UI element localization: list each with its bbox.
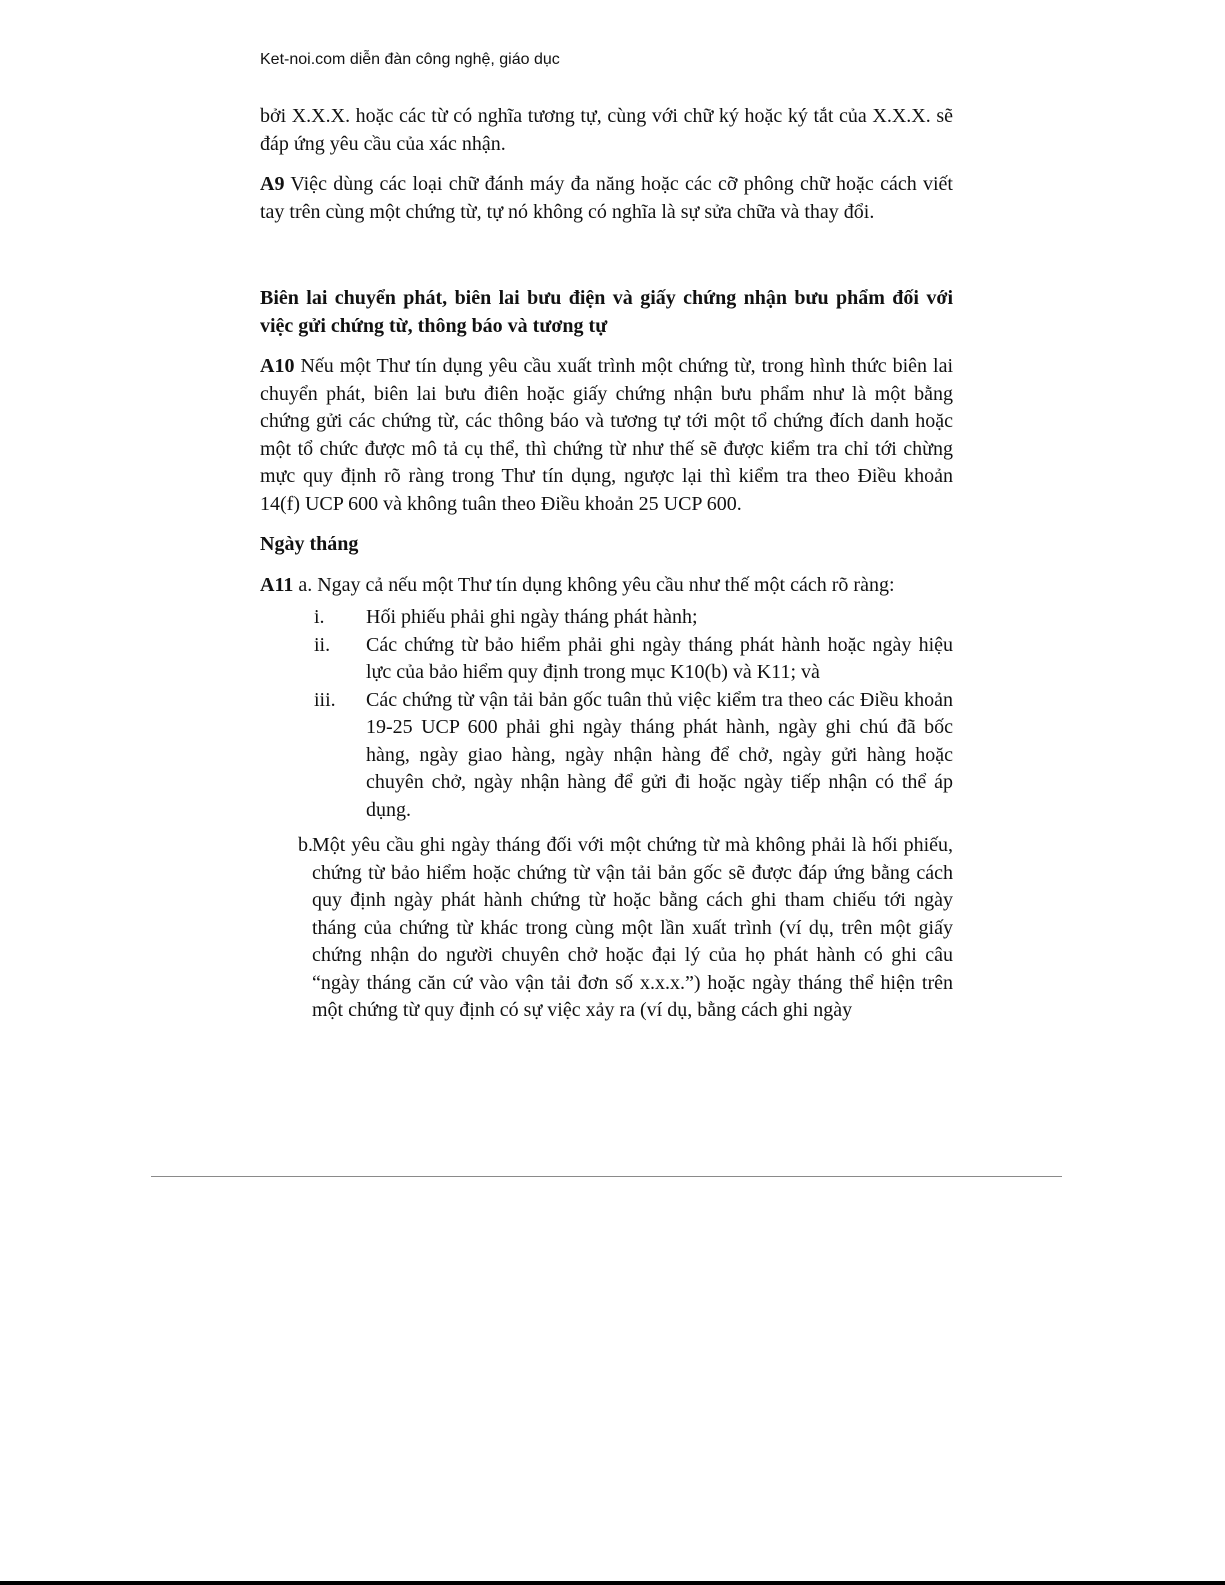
list-item: [260, 604, 953, 632]
paragraph-a8-continuation: bởi X.X.X. hoặc các từ có nghĩa tương tự, cùng với chữ ký hoặc ký tắt của X.X.X. sẽ đáp ứng yêu cầu của xác nhận.: [260, 105, 953, 155]
list-item: [260, 687, 953, 825]
list-item-text: Các chứng từ bảo hiểm phải ghi ngày tháng phát hành hoặc ngày hiệu lực của bảo hiểm quy định trong mục K10(b) và K11; và: [366, 633, 953, 683]
footer-divider: [151, 1176, 1062, 1177]
paragraph-label-a9: A9: [260, 173, 285, 195]
page-bottom-edge: [0, 1581, 1225, 1585]
list-marker: i.: [314, 606, 325, 628]
paragraph-a11-b: [298, 832, 953, 1025]
list-item-text: Các chứng từ vận tải bản gốc tuân thủ việc kiểm tra theo các Điều khoản 19-25 UCP 600 phải ghi ngày tháng phát hành, ngày ghi chú đã bốc hàng, ngày giao hàng, ngày nhận hàng để chở, ngày gửi hàng hoặc chuyên chở, ngày nhận hàng để gửi đi hoặc ngày tiếp nhận có thể áp dụng.: [366, 688, 953, 821]
list-marker: iii.: [314, 688, 336, 711]
paragraph-a10: [260, 353, 953, 518]
list-item-text: Hối phiếu phải ghi ngày tháng phát hành;: [366, 606, 698, 628]
paragraph-text-a11: a. Ngay cả nếu một Thư tín dụng không yêu cầu như thế một cách rõ ràng:: [293, 573, 895, 596]
paragraph-text-a10: Nếu một Thư tín dụng yêu cầu xuất trình một chứng từ, trong hình thức biên lai chuyển phát, biên lai bưu điên hoặc giấy chứng nhận bưu phẩm như là một bằng chứng gửi các chứng từ, các thông báo và tương tự tới một tổ chứng đích danh hoặc một tổ chức được mô tả cụ thể, thì chứng từ như thế sẽ được kiểm tra chỉ tới chừng mực quy định rõ ràng trong Thư tín dụng, ngược lại thì kiểm tra theo Điều khoản 14(f) UCP 600 và không tuân theo Điều khoản 25 UCP 600.: [260, 355, 953, 515]
paragraph-label-a11: A11: [260, 573, 294, 596]
page-header-site: Ket-noi.com diễn đàn công nghệ, giáo dục: [260, 51, 560, 68]
paragraph-b-text: Một yêu cầu ghi ngày tháng đối với một chứng từ mà không phải là hối phiếu, chứng từ bảo hiểm hoặc chứng từ vận tải bản gốc sẽ được đáp ứng bằng cách quy định ngày phát hành chứng từ hoặc bằng cách ghi tham chiếu tới ngày tháng của chứng từ khác trong cùng một lần xuất trình (ví dụ, trên một giấy chứng nhận do người chuyên chở hoặc đại lý của họ phát hành có ghi câu “ngày tháng căn cứ vào vận tải đơn số x.x.x.”) hoặc ngày tháng thể hiện trên một chứng từ quy định có sự việc xảy ra (ví dụ, bằng cách ghi ngày: [312, 834, 953, 1021]
paragraph-text-a9: Việc dùng các loại chữ đánh máy đa năng hoặc các cỡ phông chữ hoặc cách viết tay trên cùng một chứng từ, tự nó không có nghĩa là sự sửa chữa và thay đổi.: [260, 173, 953, 223]
section-heading: Biên lai chuyển phát, biên lai bưu điện và giấy chứng nhận bưu phẩm đối với việc gửi chứng từ, thông báo và tương tự: [260, 287, 953, 337]
a11-roman-list: [260, 604, 953, 824]
document-body: [260, 103, 953, 1025]
paragraph-a9: [260, 171, 953, 226]
paragraph-a11: [260, 572, 953, 600]
paragraph-label-a10: A10: [260, 355, 295, 377]
list-marker: ii.: [314, 633, 331, 656]
list-item: [260, 632, 953, 687]
paragraph-b-marker: b.: [298, 834, 313, 856]
section-subheading: Ngày tháng: [260, 533, 359, 555]
